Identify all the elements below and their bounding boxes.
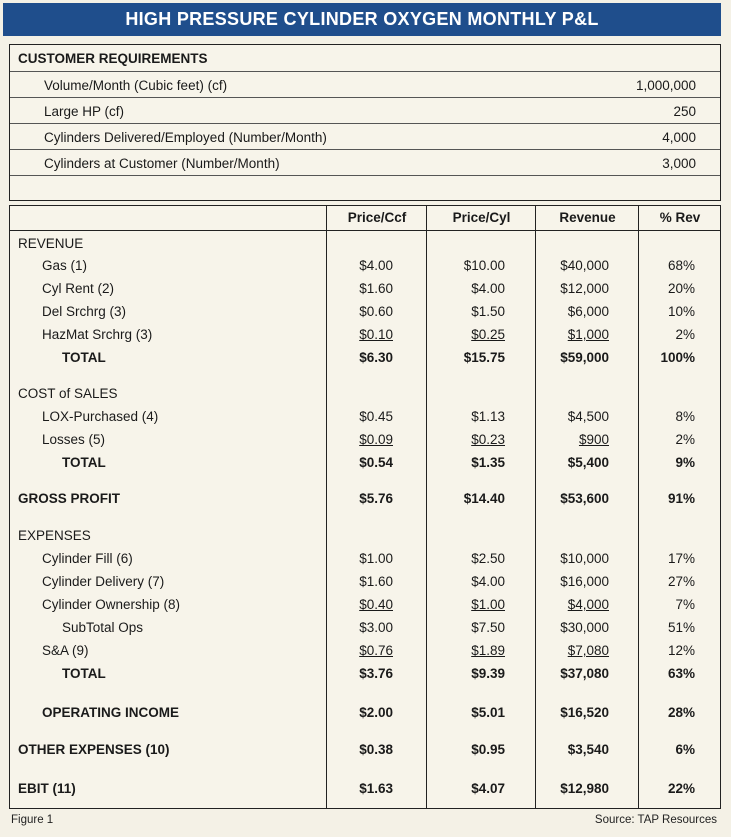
cell-value: $1.50 bbox=[471, 304, 505, 319]
cell-value: 12% bbox=[667, 643, 695, 658]
table-row bbox=[10, 489, 720, 511]
table-row bbox=[10, 234, 720, 256]
cell-value: 100% bbox=[660, 350, 695, 365]
blank-row bbox=[10, 176, 720, 202]
table-row bbox=[10, 595, 720, 617]
table-row bbox=[10, 740, 720, 762]
row-label: LOX-Purchased (4) bbox=[42, 409, 159, 424]
cell-value: 9% bbox=[675, 455, 695, 470]
row-label: TOTAL bbox=[62, 350, 106, 365]
requirement-label: Large HP (cf) bbox=[44, 103, 125, 119]
cell-value: $0.23 bbox=[471, 432, 505, 447]
table-row bbox=[10, 779, 720, 801]
cell-value: $1.60 bbox=[359, 574, 393, 589]
cell-value: 28% bbox=[667, 705, 695, 720]
cell-value: $12,980 bbox=[560, 781, 609, 796]
source-credit: Source: TAP Resources bbox=[594, 814, 717, 826]
column-header: Price/Cyl bbox=[452, 210, 511, 225]
table-row bbox=[10, 549, 720, 571]
cell-value: $0.40 bbox=[359, 597, 393, 612]
table-row bbox=[10, 453, 720, 475]
cell-value: $0.95 bbox=[471, 742, 505, 757]
row-label: TOTAL bbox=[62, 666, 106, 681]
requirement-value: 1,000,000 bbox=[635, 77, 696, 93]
cell-value: $59,000 bbox=[560, 350, 609, 365]
cell-value: $9.39 bbox=[471, 666, 505, 681]
cell-value: $7.50 bbox=[471, 620, 505, 635]
pl-table bbox=[9, 205, 721, 809]
cell-value: $30,000 bbox=[560, 620, 609, 635]
requirement-row bbox=[10, 72, 720, 98]
row-label: Losses (5) bbox=[42, 432, 106, 447]
cell-value: $7,080 bbox=[567, 643, 609, 658]
row-label: Cyl Rent (2) bbox=[42, 281, 115, 296]
table-row bbox=[10, 384, 720, 406]
column-header: % Rev bbox=[659, 210, 701, 225]
cell-value: $0.09 bbox=[359, 432, 393, 447]
cell-value: 51% bbox=[667, 620, 695, 635]
cell-value: $16,520 bbox=[560, 705, 609, 720]
cell-value: $53,600 bbox=[560, 491, 609, 506]
cell-value: $14.40 bbox=[463, 491, 505, 506]
row-label: Cylinder Delivery (7) bbox=[42, 574, 165, 589]
cell-value: $10,000 bbox=[560, 551, 609, 566]
cell-value: $1.35 bbox=[471, 455, 505, 470]
cell-value: 27% bbox=[667, 574, 695, 589]
cell-value: $12,000 bbox=[560, 281, 609, 296]
cell-value: $5.01 bbox=[471, 705, 505, 720]
table-row bbox=[10, 703, 720, 725]
row-label: TOTAL bbox=[62, 455, 106, 470]
cell-value: $40,000 bbox=[560, 258, 609, 273]
cell-value: $6,000 bbox=[567, 304, 609, 319]
cell-value: $6.30 bbox=[359, 350, 393, 365]
cell-value: $2.00 bbox=[359, 705, 393, 720]
table-row bbox=[10, 325, 720, 347]
cell-value: 10% bbox=[667, 304, 695, 319]
row-label: EBIT (11) bbox=[18, 781, 76, 796]
cell-value: $16,000 bbox=[560, 574, 609, 589]
cell-value: $15.75 bbox=[463, 350, 505, 365]
cell-value: 7% bbox=[675, 597, 695, 612]
cell-value: $0.45 bbox=[359, 409, 393, 424]
row-label: Cylinder Ownership (8) bbox=[42, 597, 181, 612]
column-header-row bbox=[10, 206, 720, 231]
table-row bbox=[10, 664, 720, 686]
row-label: OTHER EXPENSES (10) bbox=[18, 742, 170, 757]
row-label: SubTotal Ops bbox=[62, 620, 144, 635]
cell-value: 63% bbox=[667, 666, 695, 681]
cell-value: $10.00 bbox=[463, 258, 505, 273]
row-label: Del Srchrg (3) bbox=[42, 304, 127, 319]
cell-value: $4.00 bbox=[471, 574, 505, 589]
requirement-label: Cylinders at Customer (Number/Month) bbox=[44, 155, 280, 171]
cell-value: $1.00 bbox=[471, 597, 505, 612]
requirement-row bbox=[10, 98, 720, 124]
table-row bbox=[10, 526, 720, 548]
cell-value: 91% bbox=[667, 491, 695, 506]
column-header: Revenue bbox=[559, 210, 616, 225]
table-row bbox=[10, 407, 720, 429]
table-row bbox=[10, 641, 720, 663]
cell-value: $3.76 bbox=[359, 666, 393, 681]
requirement-value: 4,000 bbox=[662, 129, 696, 145]
cell-value: $0.76 bbox=[359, 643, 393, 658]
table-title: HIGH PRESSURE CYLINDER OXYGEN MONTHLY P&L bbox=[3, 3, 721, 36]
cell-value: $1.89 bbox=[471, 643, 505, 658]
table-row bbox=[10, 256, 720, 278]
cell-value: $4.00 bbox=[471, 281, 505, 296]
cell-value: $4,500 bbox=[567, 409, 609, 424]
cell-value: 6% bbox=[675, 742, 695, 757]
row-label: Gas (1) bbox=[42, 258, 88, 273]
cell-value: $900 bbox=[578, 432, 609, 447]
row-label: REVENUE bbox=[18, 236, 84, 251]
row-label: Cylinder Fill (6) bbox=[42, 551, 133, 566]
row-label: GROSS PROFIT bbox=[18, 491, 121, 506]
cell-value: $0.25 bbox=[471, 327, 505, 342]
table-row bbox=[10, 348, 720, 370]
cell-value: $1.13 bbox=[471, 409, 505, 424]
requirement-value: 3,000 bbox=[662, 155, 696, 171]
cell-value: $2.50 bbox=[471, 551, 505, 566]
cell-value: 2% bbox=[675, 327, 695, 342]
cell-value: $0.60 bbox=[359, 304, 393, 319]
cell-value: $3.00 bbox=[359, 620, 393, 635]
cell-value: $1.63 bbox=[359, 781, 393, 796]
cell-value: $37,080 bbox=[560, 666, 609, 681]
requirement-value: 250 bbox=[673, 103, 696, 119]
table-row bbox=[10, 572, 720, 594]
row-label: COST of SALES bbox=[18, 386, 118, 401]
column-header: Price/Ccf bbox=[347, 210, 407, 225]
table-row bbox=[10, 618, 720, 640]
requirement-row bbox=[10, 150, 720, 176]
row-label: OPERATING INCOME bbox=[42, 705, 180, 720]
cell-value: $1.00 bbox=[359, 551, 393, 566]
cell-value: 8% bbox=[675, 409, 695, 424]
requirements-heading: CUSTOMER REQUIREMENTS bbox=[10, 45, 720, 72]
cell-value: 68% bbox=[667, 258, 695, 273]
cell-value: $0.10 bbox=[359, 327, 393, 342]
cell-value: 2% bbox=[675, 432, 695, 447]
cell-value: $0.54 bbox=[359, 455, 393, 470]
cell-value: $0.38 bbox=[359, 742, 393, 757]
cell-value: $4.00 bbox=[359, 258, 393, 273]
cell-value: $4.07 bbox=[471, 781, 505, 796]
row-label: EXPENSES bbox=[18, 528, 91, 543]
table-row bbox=[10, 279, 720, 301]
footer bbox=[9, 812, 721, 830]
cell-value: $5.76 bbox=[359, 491, 393, 506]
cell-value: $4,000 bbox=[567, 597, 609, 612]
cell-value: $3,540 bbox=[567, 742, 609, 757]
cell-value: 22% bbox=[667, 781, 695, 796]
table-row bbox=[10, 302, 720, 324]
customer-requirements-box bbox=[9, 44, 721, 201]
row-label: HazMat Srchrg (3) bbox=[42, 327, 153, 342]
cell-value: $5,400 bbox=[567, 455, 609, 470]
cell-value: $1,000 bbox=[567, 327, 609, 342]
figure-caption: Figure 1 bbox=[11, 814, 54, 826]
requirement-row bbox=[10, 124, 720, 150]
cell-value: 17% bbox=[667, 551, 695, 566]
row-label: S&A (9) bbox=[42, 643, 89, 658]
requirement-label: Volume/Month (Cubic feet) (cf) bbox=[44, 77, 228, 93]
requirement-label: Cylinders Delivered/Employed (Number/Month) bbox=[44, 129, 327, 145]
table-row bbox=[10, 430, 720, 452]
cell-value: 20% bbox=[667, 281, 695, 296]
cell-value: $1.60 bbox=[359, 281, 393, 296]
